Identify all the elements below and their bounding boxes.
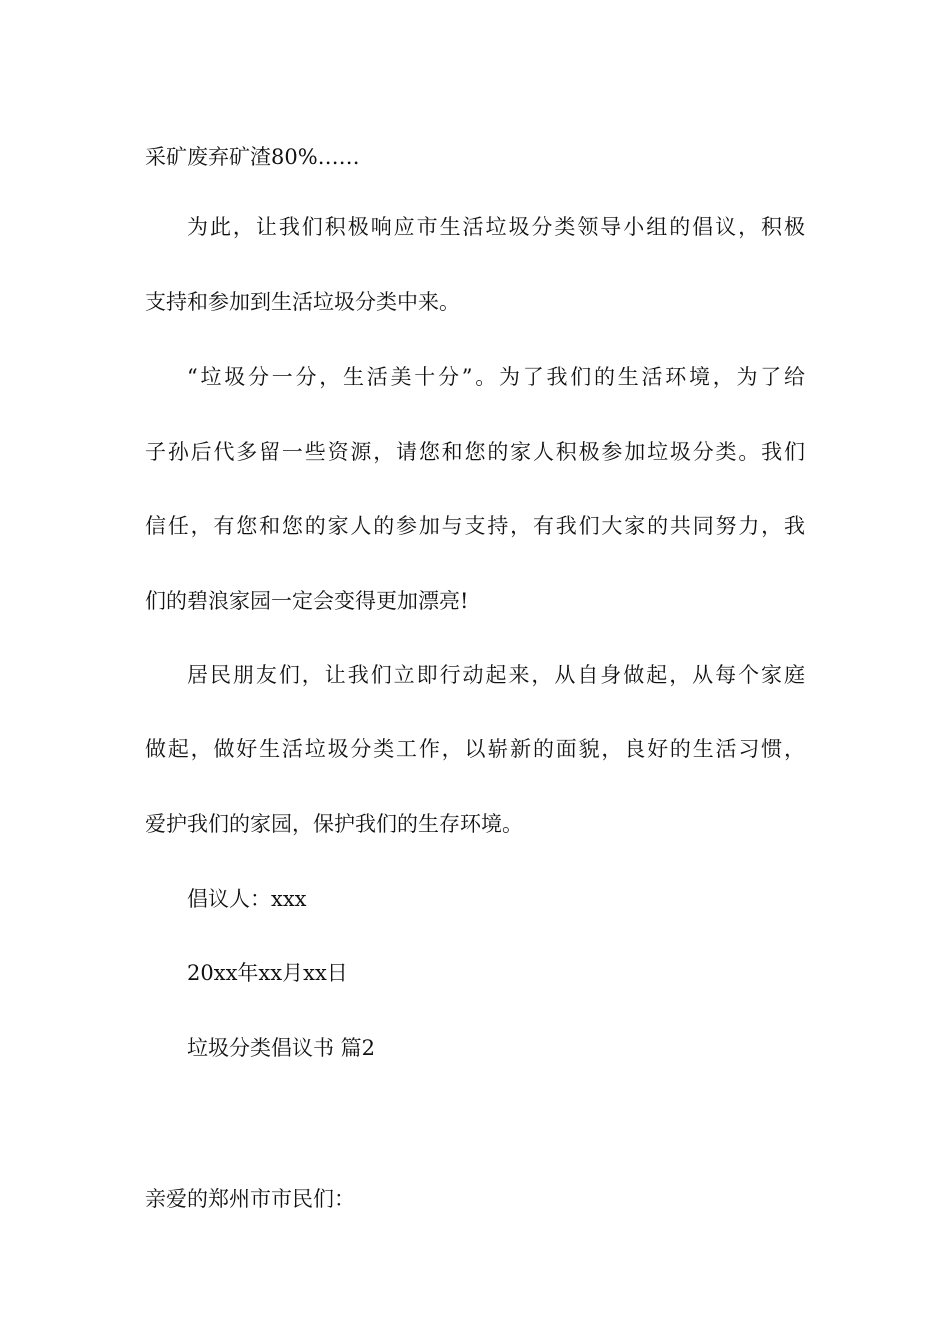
paragraph-line: 支持和参加到生活垃圾分类中来。	[145, 290, 460, 314]
paragraph-line: 们的碧浪家园一定会变得更加漂亮!	[145, 589, 469, 613]
paragraph-line: 爱护我们的家园，保护我们的生存环境。	[145, 812, 523, 836]
paragraph-line: 采矿废弃矿渣80%……	[145, 145, 360, 169]
paragraph-line: 做起，做好生活垃圾分类工作，以崭新的面貌，良好的生活习惯，	[145, 737, 805, 761]
signatory-line: 倡议人：xxx	[187, 887, 307, 911]
salutation-line: 亲爱的郑州市市民们：	[145, 1187, 355, 1211]
section-heading: 垃圾分类倡议书 篇2	[187, 1036, 376, 1060]
paragraph-line: 居民朋友们，让我们立即行动起来，从自身做起，从每个家庭	[187, 663, 805, 687]
date-line: 20xx年xx月xx日	[187, 961, 348, 985]
paragraph-line: 信任，有您和您的家人的参加与支持，有我们大家的共同努力，我	[145, 514, 805, 538]
paragraph-line: “垃圾分一分，生活美十分”。为了我们的生活环境，为了给	[187, 365, 805, 389]
paragraph-line: 子孙后代多留一些资源，请您和您的家人积极参加垃圾分类。我们	[145, 440, 805, 464]
paragraph-line: 为此，让我们积极响应市生活垃圾分类领导小组的倡议，积极	[187, 215, 805, 239]
